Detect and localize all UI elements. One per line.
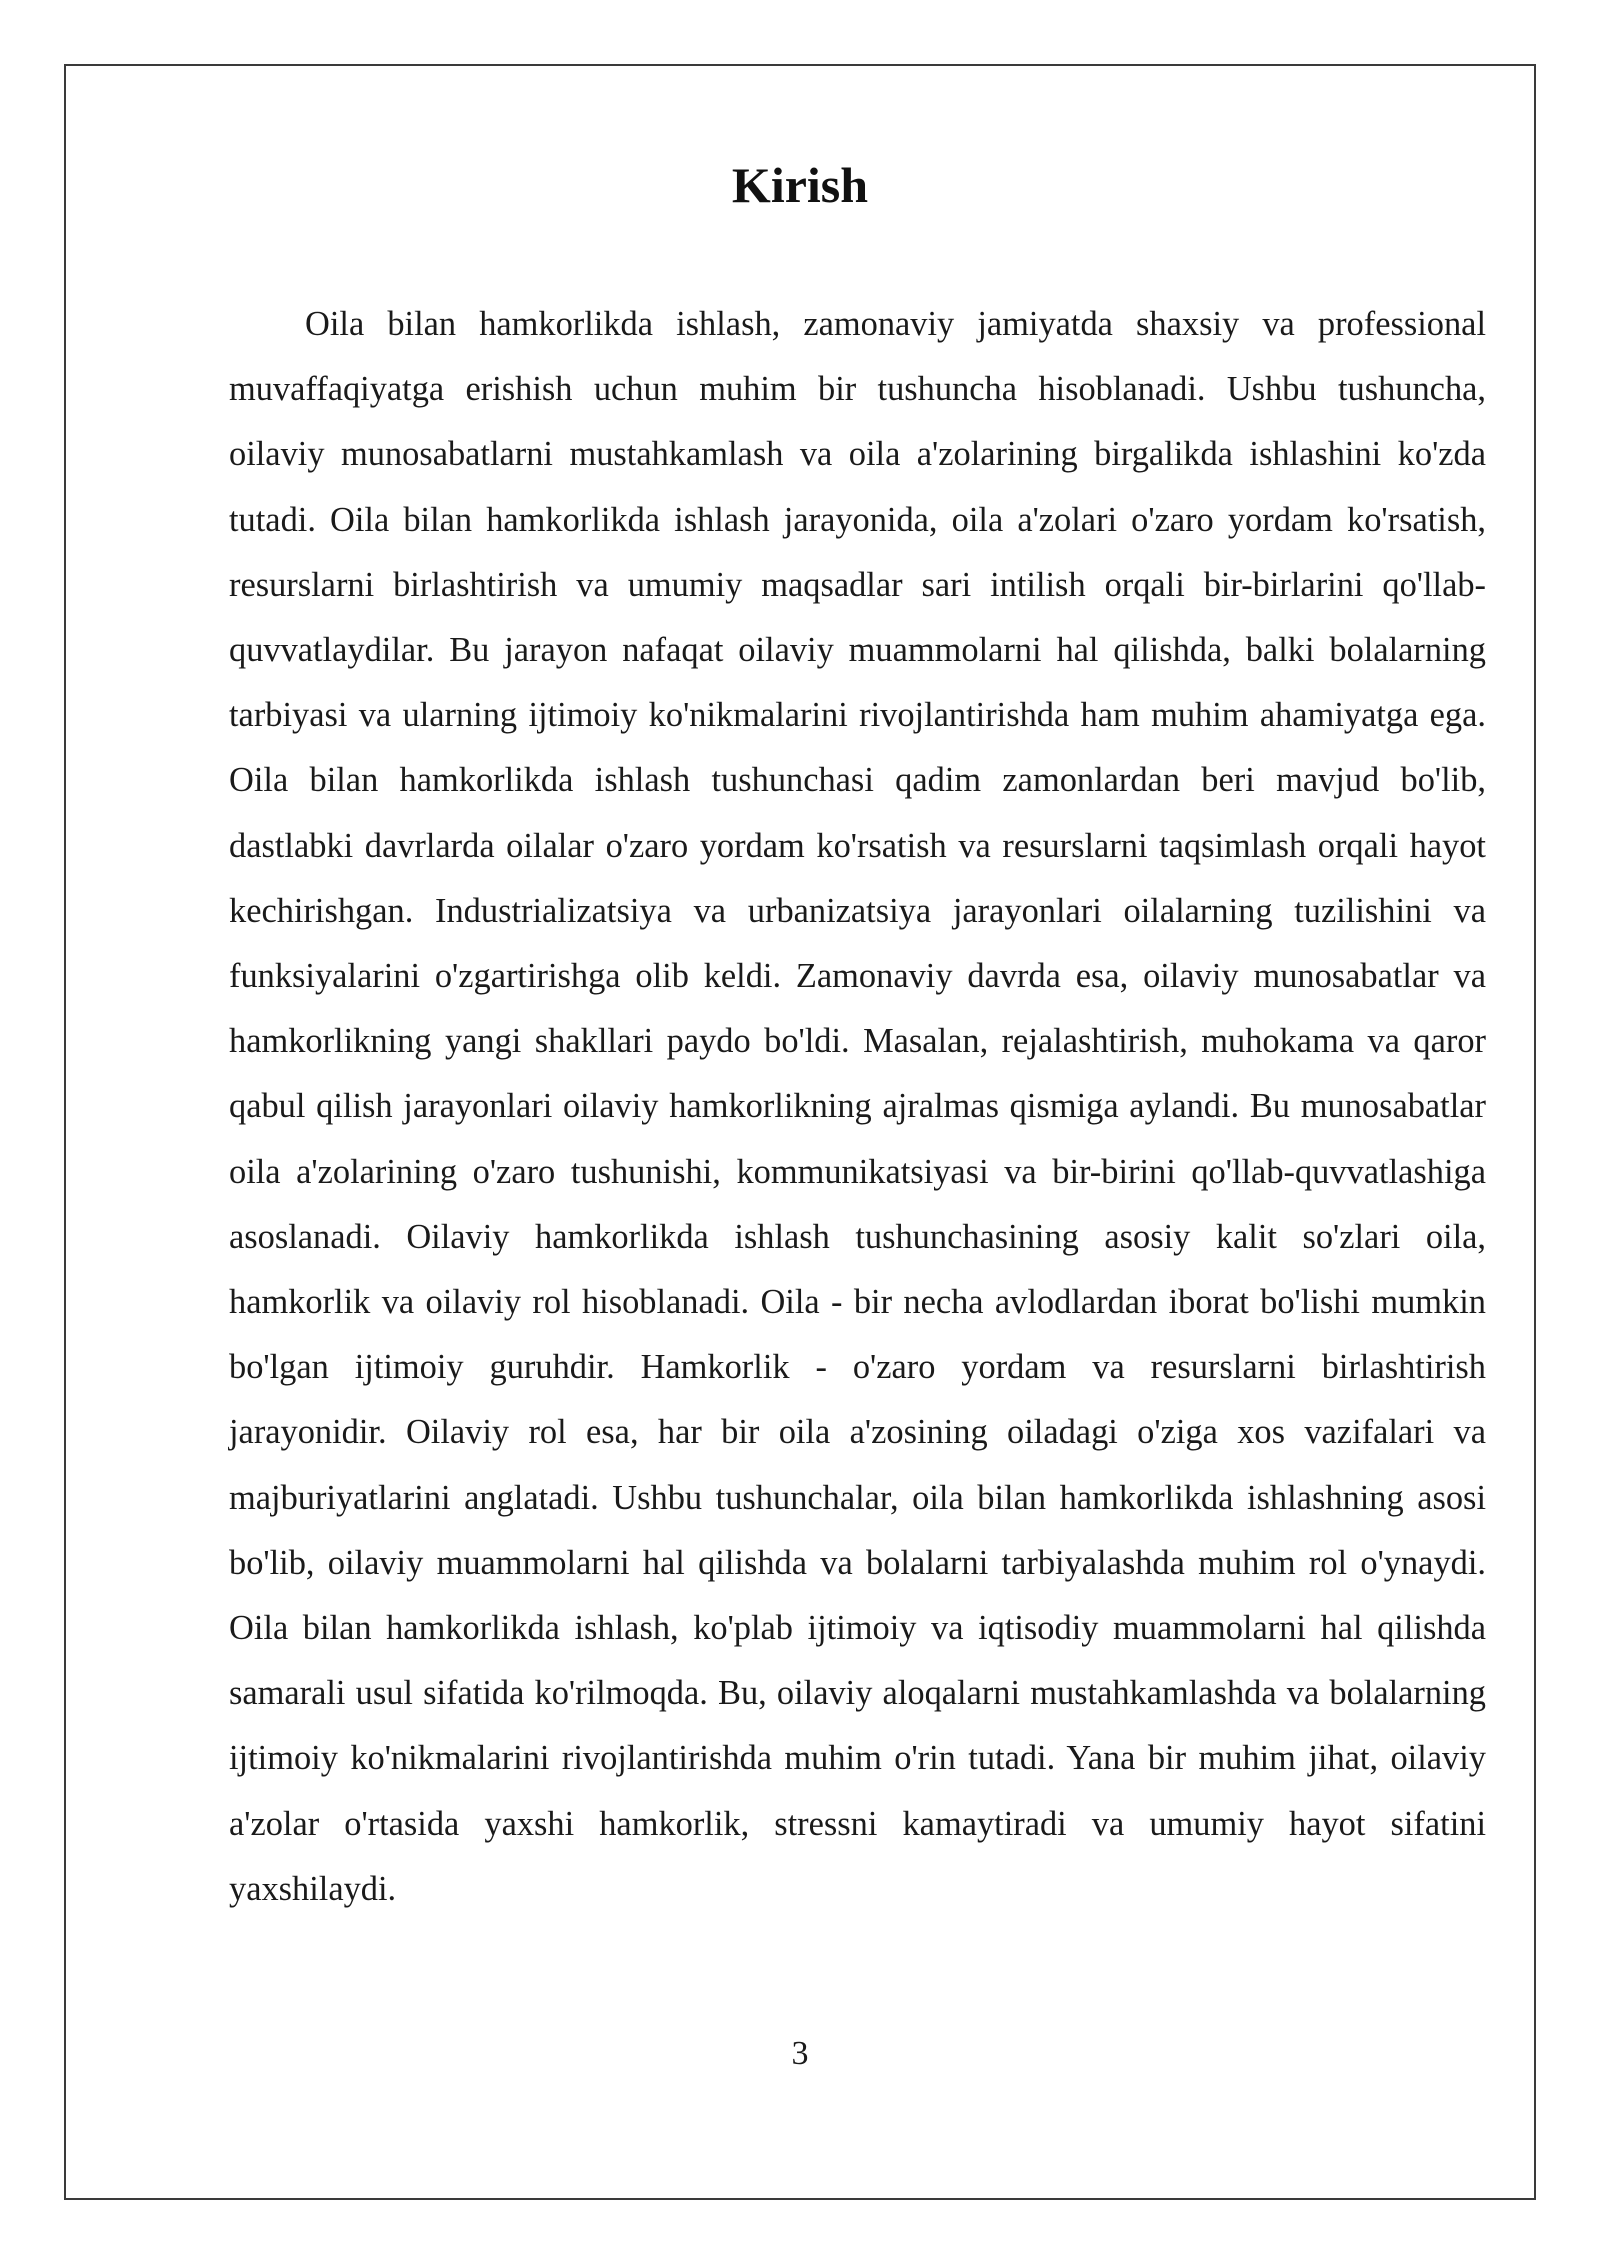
body-paragraph: Oila bilan hamkorlikda ishlash, zamonaviy jamiyatda shaxsiy va professional muvaffaqiyatga erishish uchun muhim bir tushuncha hisoblanadi. Ushbu tushuncha, oilaviy munosabatlarni mustahkamlash va oila a'zolarining birgalikda ishlashini ko'zda tutadi. Oila bilan hamkorlikda ishlash jarayonida, oila a'zolari o'zaro yordam ko'rsatish, resurslarni birlashtirish va umumiy maqsadlar sari intilish orqali bir-birlarini qo'llab-quvvatlaydilar. Bu jarayon nafaqat oilaviy muammolarni hal qilishda, balki bolalarning tarbiyasi va ularning ijtimoiy ko'nikmalarini rivojlantirishda ham muhim ahamiyatga ega. Oila bilan hamkorlikda ishlash tushunchasi qadim zamonlardan beri mavjud bo'lib, dastlabki davrlarda oilalar o'zaro yordam ko'rsatish va resurslarni taqsimlash orqali hayot kechirishgan. Industrializatsiya va urbanizatsiya jarayonlari oilalarning tuzilishini va funksiyalarini o'zgartirishga olib keldi. Zamonaviy davrda esa, oilaviy munosabatlar va hamkorlikning yangi shakllari paydo bo'ldi. Masalan, rejalashtirish, muhokama va qaror qabul qilish jarayonlari oilaviy hamkorlikning ajralmas qismiga aylandi. Bu munosabatlar oila a'zolarining o'zaro tushunishi, kommunikatsiyasi va bir-birini qo'llab-quvvatlashiga asoslanadi. Oilaviy hamkorlikda ishlash tushunchasining asosiy kalit so'zlari oila, hamkorlik va oilaviy rol hisoblanadi. Oila - bir necha avlodlardan iborat bo'lishi mumkin bo'lgan ijtimoiy guruhdir. Hamkorlik - o'zaro yordam va resurslarni birlashtirish jarayonidir. Oilaviy rol esa, har bir oila a'zosining oiladagi o'ziga xos vazifalari va majburiyatlarini anglatadi. Ushbu tushunchalar, oila bilan hamkorlikda ishlashning asosi bo'lib, oilaviy muammolarni hal qilishda va bolalarni tarbiyalashda muhim rol o'ynaydi. Oila bilan hamkorlikda ishlash, ko'plab ijtimoiy va iqtisodiy muammolarni hal qilishda samarali usul sifatida ko'rilmoqda. Bu, oilaviy aloqalarni mustahkamlashda va bolalarning ijtimoiy ko'nikmalarini rivojlantirishda muhim o'rin tutadi. Yana bir muhim jihat, oilaviy a'zolar o'rtasida yaxshi hamkorlik, stressni kamaytiradi va umumiy hayot sifatini yaxshilaydi. (229, 305, 1486, 1908)
page-number: 3 (791, 2035, 809, 2072)
page-title: Kirish (731, 157, 869, 213)
